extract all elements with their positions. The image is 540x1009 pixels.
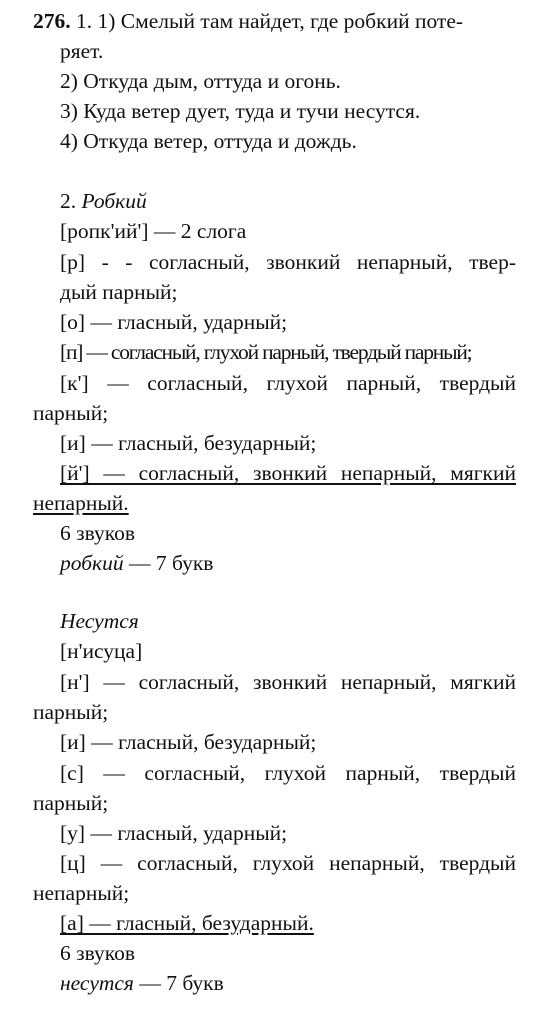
sound-line: парный;: [33, 401, 109, 425]
sound-line-underlined: непарный.: [33, 491, 129, 515]
transcription-robkiy: [ропк'ий'] — 2 слога: [60, 219, 247, 243]
sound-line: [и] — гласный, безударный;: [60, 730, 317, 754]
sound-line: [о] — гласный, ударный;: [60, 310, 288, 334]
letter-count-value: — 7 букв: [139, 971, 224, 995]
sound-line: [у] — гласный, ударный;: [60, 821, 288, 845]
sound-line: [ц] — согласный, глухой непарный, твердый: [60, 851, 516, 875]
part-2-word: Робкий: [81, 189, 147, 213]
proverb-2: 2) Откуда дым, оттуда и огонь.: [60, 69, 341, 93]
sound-line: парный;: [33, 700, 109, 724]
sound-line: дый парный;: [60, 280, 178, 304]
sound-line: [и] — гласный, безударный;: [60, 431, 317, 455]
sound-line: парный;: [33, 791, 109, 815]
letter-count-value: — 7 букв: [128, 551, 214, 575]
transcription-nesutsya: [н'исуца]: [60, 639, 143, 663]
letter-count-word: робкий: [60, 551, 124, 575]
proverb-1-line-1: 1. 1) Смелый там найдет, где робкий поте-: [76, 9, 464, 33]
part-2-number: 2.: [60, 189, 77, 213]
sound-line: [к'] — согласный, глухой парный, твердый: [60, 371, 516, 395]
sound-line-underlined: [а] — гласный, безударный.: [60, 911, 314, 935]
sound-count: 6 звуков: [60, 521, 136, 545]
sound-line: [р] - - согласный, звонкий непарный, твер-: [60, 250, 516, 274]
exercise-first-line: [33, 8, 463, 34]
sound-line: непарный;: [33, 881, 130, 905]
proverb-3: 3) Куда ветер дует, туда и тучи несутся.: [60, 99, 421, 123]
letter-count-word: несутся: [60, 971, 134, 995]
sound-line-underlined: [й'] — согласный, звонкий непарный, мягкий: [60, 461, 516, 485]
exercise-number: 276.: [33, 9, 71, 33]
letter-count: [60, 970, 224, 996]
letter-count: [60, 550, 213, 576]
proverb-4: 4) Откуда ветер, оттуда и дождь.: [60, 129, 357, 153]
part-2-heading: [60, 188, 147, 214]
sound-line: [с] — согласный, глухой парный, твердый: [60, 761, 516, 785]
sound-line: [н'] — согласный, звонкий непарный, мягкий: [60, 670, 516, 694]
sound-line: [п] — согласный, глухой парный, твердый парный;: [60, 340, 472, 364]
part-3-heading: Несутся: [60, 609, 139, 633]
sound-count: 6 звуков: [60, 941, 136, 965]
proverb-1-line-2: ряет.: [60, 39, 104, 63]
